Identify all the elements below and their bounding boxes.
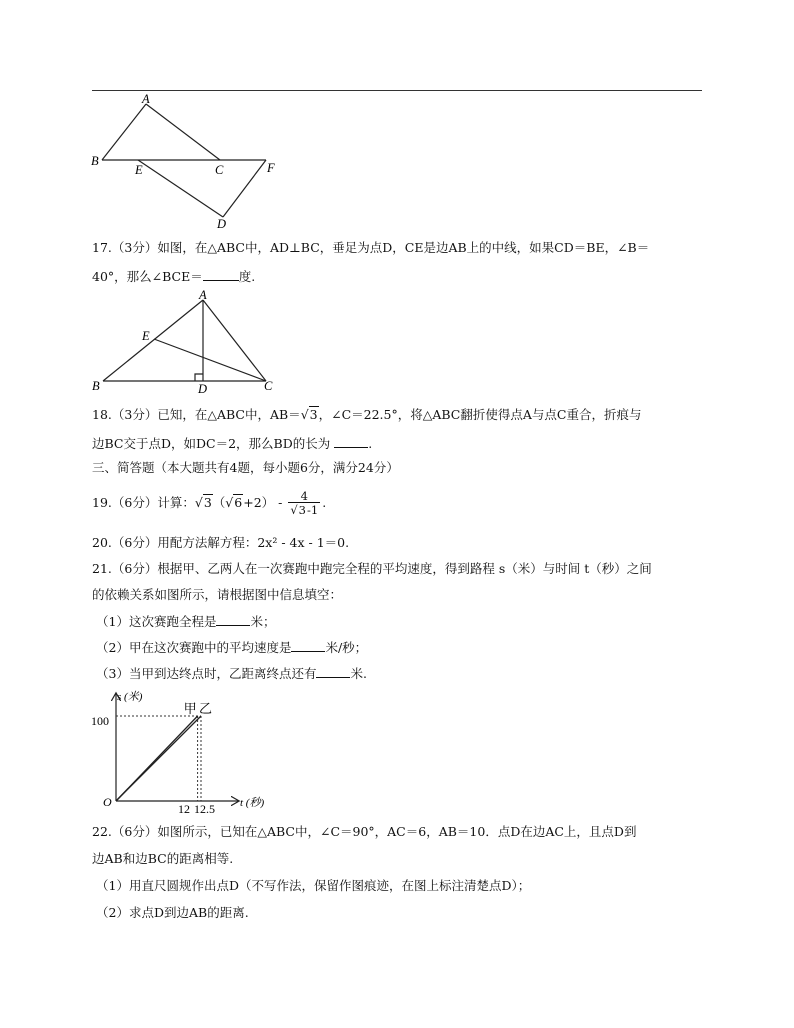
q21-sub-1: （1）这次赛跑全程是 米； (96, 614, 276, 629)
figure-2-triangle (88, 286, 288, 396)
label-c: C (264, 379, 273, 393)
segment-ac (146, 104, 220, 160)
q17-line-2: 40°，那么∠BCE＝ 度. (92, 269, 256, 284)
q18-answer-blank[interactable] (334, 435, 368, 448)
segment-fd (223, 160, 266, 217)
segment-ed (138, 160, 223, 217)
x-axis-label: t (秒) (240, 797, 265, 809)
q21-line-1: 21.（6分）根据甲、乙两人在一次赛跑中跑完全程的平均速度，得到路程 s（米）与时间 t（秒）之间 (92, 561, 652, 576)
label-a: A (142, 92, 150, 106)
figure-1-triangles (88, 90, 288, 230)
label-b: B (91, 154, 99, 168)
section-3-title: 三、简答题（本大题共有4题，每小题6分，满分24分） (92, 460, 399, 475)
segment-ab (103, 300, 203, 381)
distance-time-chart (88, 688, 288, 816)
label-d: D (198, 382, 208, 396)
label-d: D (217, 217, 227, 230)
q17-line-1: 17.（3分）如图，在△ABC中，AD⊥BC，垂足为点D，CE是边AB上的中线，如果CD＝BE，∠B＝ (92, 240, 650, 255)
q22-line-1: 22.（6分）如图所示，已知在△ABC中，∠C＝90°，AC＝6，AB＝10．点D在边AC上，且点D到 (92, 824, 637, 839)
sqrt-expression: √3 (300, 407, 318, 422)
x-tick-label-12-5: 12.5 (194, 802, 215, 816)
label-e: E (142, 329, 150, 343)
label-b: B (92, 379, 100, 393)
series-label-jia: 甲 (183, 701, 197, 716)
label-c: C (215, 163, 224, 177)
q21-blank-3[interactable] (316, 665, 350, 678)
q21-sub-3: （3）当甲到达终点时，乙距离终点还有 米. (96, 666, 367, 681)
q21-sub-2: （2）甲在这次赛跑中的平均速度是 米/秒； (96, 640, 368, 655)
q21-blank-2[interactable] (291, 639, 325, 652)
q17-answer-blank[interactable] (203, 268, 239, 281)
label-a: A (199, 288, 207, 302)
q22-line-2: 边AB和边BC的距离相等. (92, 851, 234, 866)
q22-sub-2: （2）求点D到边AB的距离. (96, 905, 249, 920)
q19-line: 19.（6分）计算：√3（√6+2） - $\frac{4}{√3-1}$ . (92, 489, 327, 517)
q22-sub-1: （1）用直尺圆规作出点D（不写作法，保留作图痕迹，在图上标注清楚点D）； (96, 878, 531, 893)
label-e: E (135, 163, 143, 177)
segment-ab (102, 104, 146, 160)
q20-line: 20.（6分）用配方法解方程：2x² - 4x - 1＝0. (92, 535, 350, 550)
origin-label: O (103, 795, 112, 809)
label-f: F (267, 161, 275, 175)
x-tick-label-12: 12 (178, 802, 190, 816)
series-label-yi: 乙 (199, 701, 213, 716)
q21-line-2: 的依赖关系如图所示，请根据图中信息填空： (92, 587, 343, 602)
right-angle-mark (195, 374, 203, 381)
y-tick-label: 100 (91, 714, 109, 728)
q18-line-2: 边BC交于点D，如DC＝2，那么BD的长为 . (92, 436, 373, 451)
fraction: $\frac{4}{√3-1}$ (290, 489, 319, 517)
series-line-yi (116, 716, 201, 801)
y-axis-label: s (米) (117, 691, 143, 703)
q21-blank-1[interactable] (216, 613, 250, 626)
q18-line-1: 18.（3分）已知，在△ABC中，AB＝√3，∠C＝22.5°，将△ABC翻折使得点A与点C重合，折痕与 (92, 407, 642, 422)
